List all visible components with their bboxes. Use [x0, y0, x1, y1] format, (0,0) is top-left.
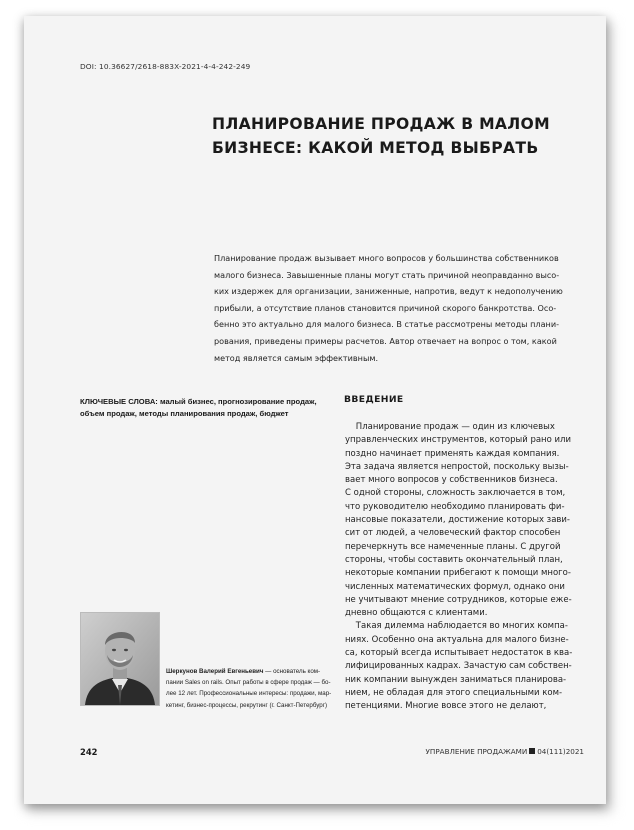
journal-issue: 04(111)2021: [537, 747, 584, 756]
body-line: некоторые компании прибегают к помощи много-: [345, 568, 571, 579]
author-bio-line: лее 12 лет. Профессиональные интересы: продажи, мар-: [166, 690, 332, 698]
abstract-line: бенно это актуально для малого бизнеса. В статье рассмотрены методы плани-: [214, 319, 560, 330]
body-line: численных математических формул, однако они: [345, 581, 565, 592]
article-title: [212, 112, 550, 160]
body-text: [345, 421, 595, 714]
body-line: что руководителю необходимо планировать фи-: [345, 501, 565, 512]
doi: DOI: 10.36627/2618-883X-2021-4-4-242-249: [80, 62, 251, 71]
keywords: [80, 396, 336, 421]
journal-page: [24, 16, 606, 804]
body-line: сит от людей, а человеческий фактор способен: [345, 528, 561, 539]
author-portrait-image: [81, 613, 159, 705]
journal-name: УПРАВЛЕНИЕ ПРОДАЖАМИ: [425, 747, 528, 756]
abstract-line: рования, приведены примеры расчетов. Автор отвечает на вопрос о том, какой: [214, 335, 557, 346]
author-info: [166, 666, 332, 711]
author-photo: [80, 612, 160, 706]
body-line: ниях. Особенно она актуальна для малого бизне-: [345, 634, 569, 645]
abstract: [214, 250, 600, 366]
body-line: перечеркнуть все намеченные планы. С другой: [345, 541, 561, 552]
body-line: петенциями. Многие вовсе этого не делают,: [345, 701, 547, 712]
author-bio-line: пании Sales on rails. Опыт работы в сфере продаж — бо-: [166, 679, 331, 687]
section-heading: ВВЕДЕНИЕ: [344, 394, 404, 405]
body-line: нием, не обладая для этого специальными ком-: [345, 687, 563, 698]
keywords-line: объем продаж, методы планирования продаж, бюджет: [80, 409, 289, 419]
journal-footer: [426, 747, 584, 756]
page-number: 242: [80, 747, 98, 757]
body-line: не учитывают мнение сотрудников, которые еже-: [345, 594, 572, 605]
abstract-line: метод является самым эффективным.: [214, 352, 379, 363]
body-line: Планирование продаж — один из ключевых: [345, 422, 555, 432]
author-name: Шеркунов Валерий Евгеньевич: [166, 668, 264, 675]
body-line: нансовые показатели, достижение которых зави-: [345, 515, 571, 526]
keywords-line: КЛЮЧЕВЫЕ СЛОВА: малый бизнес, прогнозирование продаж,: [80, 397, 317, 406]
body-line: ник компании вынужден заниматься планирова-: [345, 674, 567, 685]
body-line: стороны, чтобы составить окончательный план,: [345, 554, 563, 565]
title-line: БИЗНЕСЕ: КАКОЙ МЕТОД ВЫБРАТЬ: [212, 139, 539, 157]
author-bio-line: кетинг, бизнес-процессы, рекрутинг (г. Санкт-Петербург): [166, 701, 328, 709]
body-line: лифицированных кадрах. Зачастую сам собствен-: [345, 661, 572, 672]
abstract-line: малого бизнеса. Завышенные планы могут стать причиной неоправданно высо-: [214, 269, 560, 280]
square-separator-icon: [529, 748, 535, 754]
body-line: дневно общаются с клиентами.: [345, 608, 488, 619]
title-line: ПЛАНИРОВАНИЕ ПРОДАЖ В МАЛОМ: [212, 115, 550, 133]
body-line: поздно начинает применять каждая компания.: [345, 448, 560, 459]
body-line: управленческих инструментов, который рано или: [345, 435, 571, 446]
abstract-line: ких издержек для организации, заниженные, напротив, ведут к недополучению: [214, 286, 563, 297]
abstract-line: Планирование продаж вызывает много вопросов у большинства собственников: [214, 253, 559, 263]
body-line: Такая дилемма наблюдается во многих компа-: [345, 621, 568, 632]
author-bio-line: — основатель ком-: [263, 668, 321, 675]
abstract-line: прибыли, а отсутствие планов становится причиной скорого банкротства. Осо-: [214, 302, 557, 313]
body-line: С одной стороны, сложность заключается в том,: [345, 488, 566, 499]
body-line: са, который всегда испытывает недостаток в ква-: [345, 648, 573, 659]
body-line: вает много вопросов у собственников бизнеса.: [345, 475, 558, 486]
body-line: Эта задача является непростой, поскольку вызы-: [345, 461, 569, 472]
